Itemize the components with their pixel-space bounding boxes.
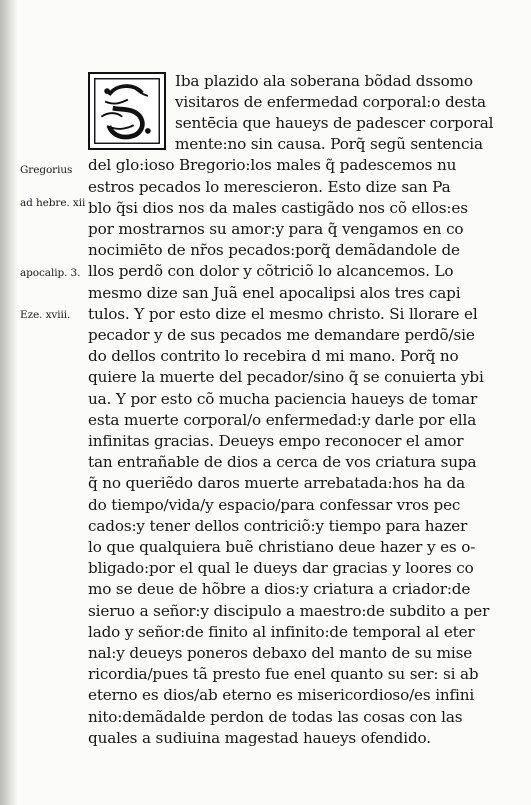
body-line-2: visitaros de enfermedad corporal:o desta <box>175 93 486 111</box>
decorated-initial-s <box>88 72 166 150</box>
body-line-3: sentēcia que haueys de padescer corporal <box>175 114 494 132</box>
body-line-8: por mostrarnos su amor:y para q̃ vengamos en co <box>88 220 464 238</box>
body-line-9: nocimiēto de nr̃os pecados:porq̃ demãdandole de <box>88 241 460 259</box>
body-line-24: bligado:por el qual le dueys dar gracias y loores co <box>88 559 474 577</box>
body-line-16: ua. Y por esto cõ mucha paciencia haueys de tomar <box>88 390 478 408</box>
body-line-28: nal:y deueys poneros debaxo del manto de su mise <box>88 644 473 662</box>
marginal-note-hebrews: ad hebre. xii <box>20 197 86 209</box>
body-line-32: quales a sudiuina magestad haueys ofendido. <box>88 729 431 747</box>
body-line-30: eterno es dios/ab eterno es misericordioso/es infini <box>88 686 475 704</box>
body-line-23: lo que qualquiera buẽ christiano deue hazer y es o- <box>88 538 476 556</box>
body-line-15: quiere la muerte del pecador/sino q̃ se conuierta ybi <box>88 368 484 386</box>
body-line-6: estros pecados lo merescieron. Esto dize san Pa <box>88 178 451 196</box>
body-line-17: esta muerte corporal/o enfermedad:y darle por ella <box>88 411 477 429</box>
body-line-25: mo se deue de hõbre a dios:y criatura a criador:de <box>88 580 471 598</box>
body-line-5: del glo:ioso Bregorio:los males q̃ padescemos nu <box>88 156 457 174</box>
body-line-12: tulos. Y por esto dize el mesmo christo. Si llorare el <box>88 305 478 323</box>
body-line-1: Iba plazido ala soberana bõdad dssomo <box>175 72 473 90</box>
body-line-11: mesmo dize san Juã enel apocalipsi alos tres capi <box>88 284 461 302</box>
body-line-26: sieruo a señor:y discipulo a maestro:de subdito a per <box>88 602 490 620</box>
body-line-31: nito:demãdalde perdon de todas las cosas con las <box>88 708 463 726</box>
body-line-18: infinitas gracias. Deueys empo reconocer el amor <box>88 432 464 450</box>
body-line-13: pecador y de sus pecados me demandare perdõ/sie <box>88 326 475 344</box>
body-line-22: cados:y tener dellos contriciõ:y tiempo para hazer <box>88 517 468 535</box>
body-line-27: lado y señor:de finito al infinito:de temporal al eter <box>88 623 475 641</box>
marginal-note-apocalypse: apocalip. 3. <box>20 267 81 279</box>
body-line-14: do dellos contrito lo recebira d mi mano. Porq̃ no <box>88 347 459 365</box>
body-line-4: mente:no sin causa. Porq̃ segũ sentencia <box>175 135 483 153</box>
marginal-note-gregorius: Gregorius <box>20 164 73 176</box>
body-line-19: tan entrañable de dios a cerca de vos criatura supa <box>88 453 477 471</box>
body-line-21: do tiempo/vida/y espacio/para confessar vros pec <box>88 496 461 514</box>
marginal-note-ezekiel: Eze. xviii. <box>20 309 71 321</box>
body-line-7: blo q̃si dios nos da males castigãdo nos cõ ellos:es <box>88 199 468 217</box>
body-line-20: q̃ no queriẽdo daros muerte arrebatada:hos ha da <box>88 474 466 492</box>
body-line-10: llos perdõ con dolor y cõtriciõ lo alcancemos. Lo <box>88 262 454 280</box>
body-line-29: ricordia/pues tã presto fue enel quanto su ser: si ab <box>88 665 479 683</box>
